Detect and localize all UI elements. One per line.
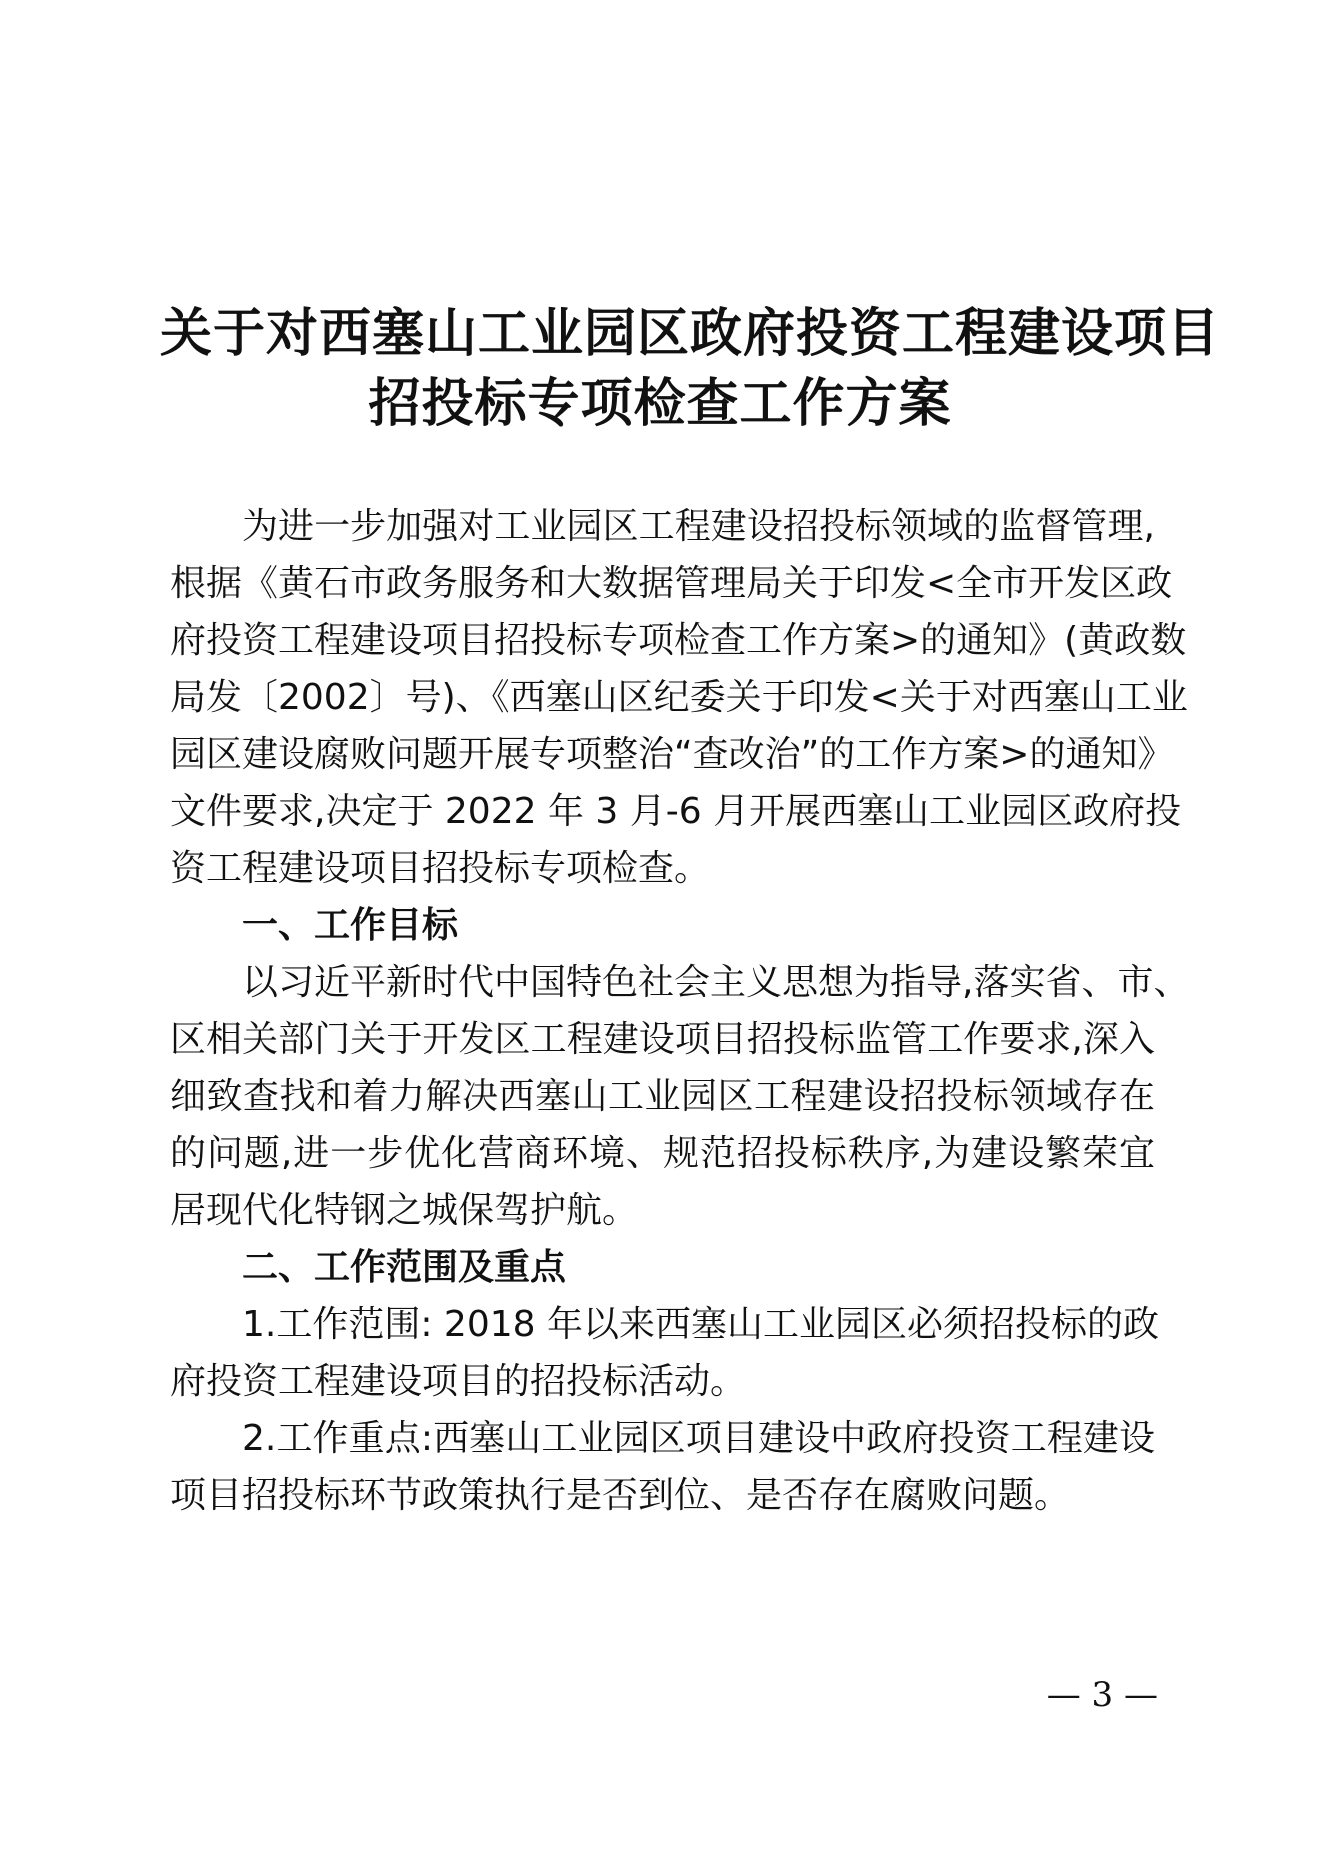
intro-line: 根据《黄石市政务服务和大数据管理局关于印发<全市开发区政 — [170, 563, 1173, 604]
document-title-line-2: 招投标专项检查工作方案 — [368, 373, 952, 434]
section1-line: 细致查找和着力解决西塞山工业园区工程建设招投标领域存在 — [170, 1076, 1155, 1117]
intro-line: 为进一步加强对工业园区工程建设招投标领域的监督管理, — [242, 506, 1155, 547]
document-title-line-1: 关于对西塞山工业园区政府投资工程建设项目 — [160, 303, 1221, 364]
section2-line: 1.工作范围: 2018 年以来西塞山工业园区必须招投标的政 — [242, 1304, 1159, 1345]
intro-line: 局发〔2002〕号)、《西塞山区纪委关于印发<关于对西塞山工业 — [170, 677, 1188, 718]
section-heading-goals: 一、工作目标 — [242, 905, 459, 946]
section1-line: 区相关部门关于开发区工程建设项目招投标监管工作要求,深入 — [170, 1019, 1155, 1060]
section1-line: 的问题,进一步优化营商环境、规范招投标秩序,为建设繁荣宜 — [170, 1133, 1155, 1174]
section2-line: 2.工作重点:西塞山工业园区项目建设中政府投资工程建设 — [242, 1418, 1155, 1459]
intro-line: 府投资工程建设项目招投标专项检查工作方案>的通知》(黄政数 — [170, 620, 1187, 661]
intro-line: 资工程建设项目招投标专项检查。 — [170, 848, 711, 889]
section1-line: 居现代化特钢之城保驾护航。 — [170, 1190, 639, 1231]
intro-line: 文件要求,决定于 2022 年 3 月-6 月开展西塞山工业园区政府投 — [170, 791, 1182, 832]
section2-line: 项目招投标环节政策执行是否到位、是否存在腐败问题。 — [170, 1475, 1071, 1516]
section2-line: 府投资工程建设项目的招投标活动。 — [170, 1361, 747, 1402]
intro-line: 园区建设腐败问题开展专项整治“查改治”的工作方案>的通知》 — [170, 734, 1174, 775]
section1-line: 以习近平新时代中国特色社会主义思想为指导,落实省、市、 — [242, 962, 1190, 1003]
document-body — [170, 495, 1190, 1645]
section-heading-scope: 二、工作范围及重点 — [242, 1247, 567, 1288]
page-number: — 3 — — [1046, 1675, 1158, 1715]
